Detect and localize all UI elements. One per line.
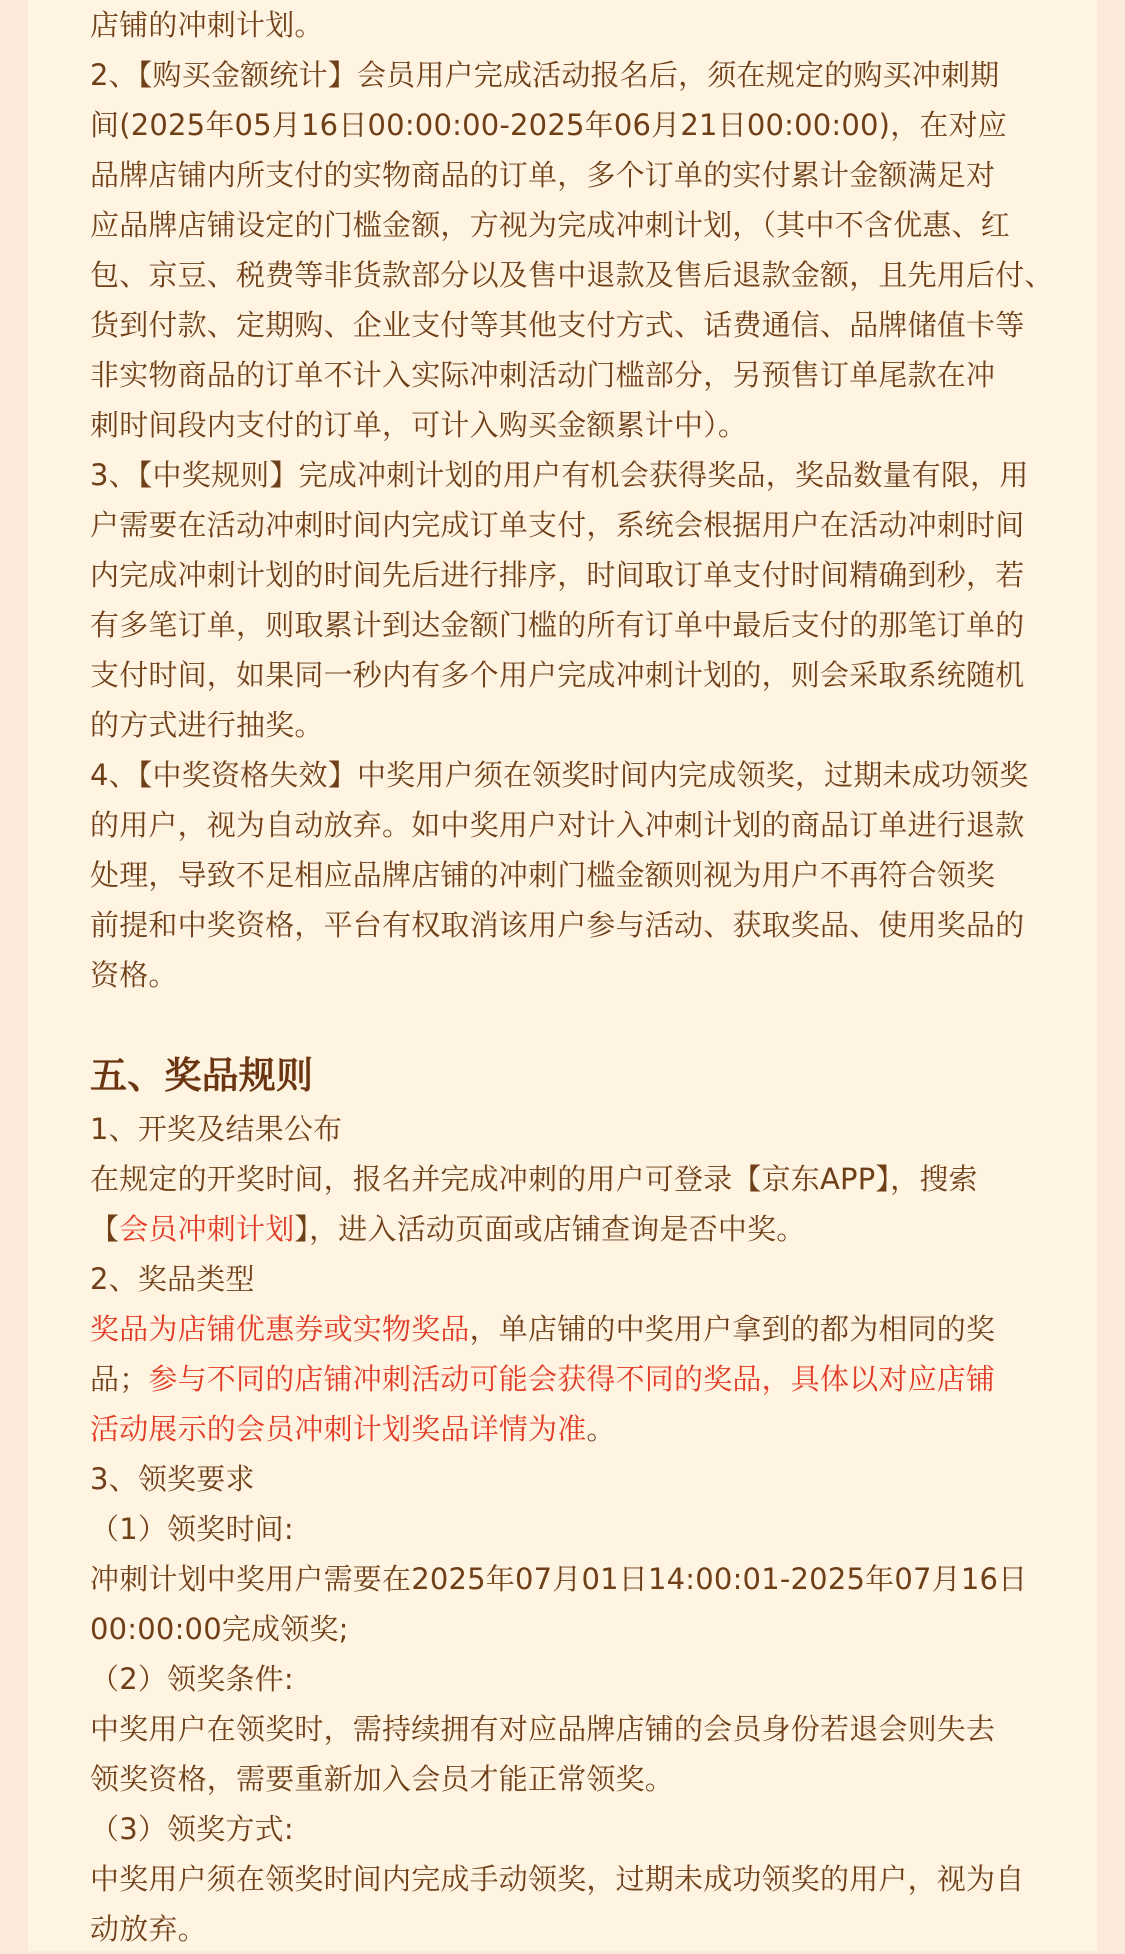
item2-line2-pre: 品；: [90, 1362, 149, 1396]
rule-text-line: 应品牌店铺设定的门槛金额，方视为完成冲刺计划，（其中不含优惠、红: [90, 208, 1010, 242]
rule-text-line: 中奖用户在领奖时，需持续拥有对应品牌店铺的会员身份若退会则失去: [90, 1712, 996, 1746]
rule-text-line: （2）领奖条件:: [90, 1662, 294, 1696]
rule-text-line: 处理，导致不足相应品牌店铺的冲刺门槛金额则视为用户不再符合领奖: [90, 858, 996, 892]
rule-text-line: 领奖资格，需要重新加入会员才能正常领奖。: [90, 1762, 675, 1796]
rule-text-line: 资格。: [90, 958, 178, 992]
rule-text-line: 的用户，视为自动放弃。如中奖用户对计入冲刺计划的商品订单进行退款: [90, 808, 1025, 842]
item1-line1: 在规定的开奖时间，报名并完成冲刺的用户可登录【京东APP】，搜索: [90, 1162, 978, 1196]
rule-text-line: 刺时间段内支付的订单，可计入购买金额累计中）。: [90, 408, 748, 442]
rule-text-line: 内完成冲刺计划的时间先后进行排序，时间取订单支付时间精确到秒，若: [90, 558, 1025, 592]
item2-line1: [90, 1304, 1050, 1354]
rule-text-line: 3、【中奖规则】完成冲刺计划的用户有机会获得奖品，奖品数量有限，用: [90, 458, 1029, 492]
rule-text-line: 的方式进行抽奖。: [90, 708, 324, 742]
rule-text-line: 4、【中奖资格失效】中奖用户须在领奖时间内完成领奖，过期未成功领奖: [90, 758, 1029, 792]
rule-text-line: 户需要在活动冲刺时间内完成订单支付，系统会根据用户在活动冲刺时间: [90, 508, 1025, 542]
rule-text-line: 有多笔订单，则取累计到达金额门槛的所有订单中最后支付的那笔订单的: [90, 608, 1025, 642]
item2-highlight-2: 参与不同的店铺冲刺活动可能会获得不同的奖品，具体以对应店铺: [148, 1362, 996, 1396]
rule-text-line: 支付时间，如果同一秒内有多个用户完成冲刺计划的，则会采取系统随机: [90, 658, 1025, 692]
rule-text-line: （1）领奖时间:: [90, 1512, 294, 1546]
rule-text-line: 00:00:00完成领奖;: [90, 1612, 349, 1646]
item2-line1-rest: ，单店铺的中奖用户拿到的都为相同的奖: [469, 1312, 996, 1346]
item1-line2: [90, 1204, 1050, 1254]
rules-content: [90, 0, 1054, 1954]
rule-text-line: （3）领奖方式:: [90, 1812, 294, 1846]
rule-text-line: 店铺的冲刺计划。: [90, 8, 324, 42]
section-title-prize-rules: 五、奖品规则: [90, 1054, 314, 1097]
rule-text-line: 中奖用户须在领奖时间内完成手动领奖，过期未成功领奖的用户，视为自: [90, 1862, 1025, 1896]
rule-text-line: 冲刺计划中奖用户需要在2025年07月01日14:00:01-2025年07月16日: [90, 1562, 1028, 1596]
rules-list-b: [90, 1504, 1050, 1954]
rule-text-line: 前提和中奖资格，平台有权取消该用户参与活动、获取奖品、使用奖品的: [90, 908, 1025, 942]
item1-bracket-open: 【: [90, 1212, 120, 1246]
rules-list-a: [90, 0, 1054, 1000]
item2-highlight-3: 活动展示的会员冲刺计划奖品详情为准: [90, 1412, 587, 1446]
item1-title: 1、开奖及结果公布: [90, 1112, 343, 1146]
rule-text-line: 非实物商品的订单不计入实际冲刺活动门槛部分，另预售订单尾款在冲: [90, 358, 996, 392]
rule-text-line: 2、【购买金额统计】会员用户完成活动报名后，须在规定的购买冲刺期: [90, 58, 1000, 92]
rule-text-line: 包、京豆、税费等非货款部分以及售中退款及售后退款金额，且先用后付、: [90, 258, 1054, 292]
item2-line2: [90, 1354, 1050, 1404]
item2-highlight-1: 奖品为店铺优惠券或实物奖品: [90, 1312, 470, 1346]
item1-line2-rest: 】，进入活动页面或店铺查询是否中奖。: [294, 1212, 806, 1246]
rule-text-line: 间(2025年05月16日00:00:00-2025年06月21日00:00:00)，在对应: [90, 108, 1007, 142]
item2-title: 2、奖品类型: [90, 1262, 255, 1296]
member-sprint-plan-link[interactable]: 会员冲刺计划: [119, 1212, 295, 1246]
section-gap: [90, 1000, 1050, 1045]
item2-line3: [90, 1404, 1050, 1454]
rule-text-line: 货到付款、定期购、企业支付等其他支付方式、话费通信、品牌储值卡等: [90, 308, 1025, 342]
item2-line3-end: 。: [586, 1412, 616, 1446]
rule-text-line: 品牌店铺内所支付的实物商品的订单，多个订单的实付累计金额满足对: [90, 158, 996, 192]
rule-text-line: 动放弃。: [90, 1912, 207, 1946]
item3-title: 3、领奖要求: [90, 1462, 255, 1496]
